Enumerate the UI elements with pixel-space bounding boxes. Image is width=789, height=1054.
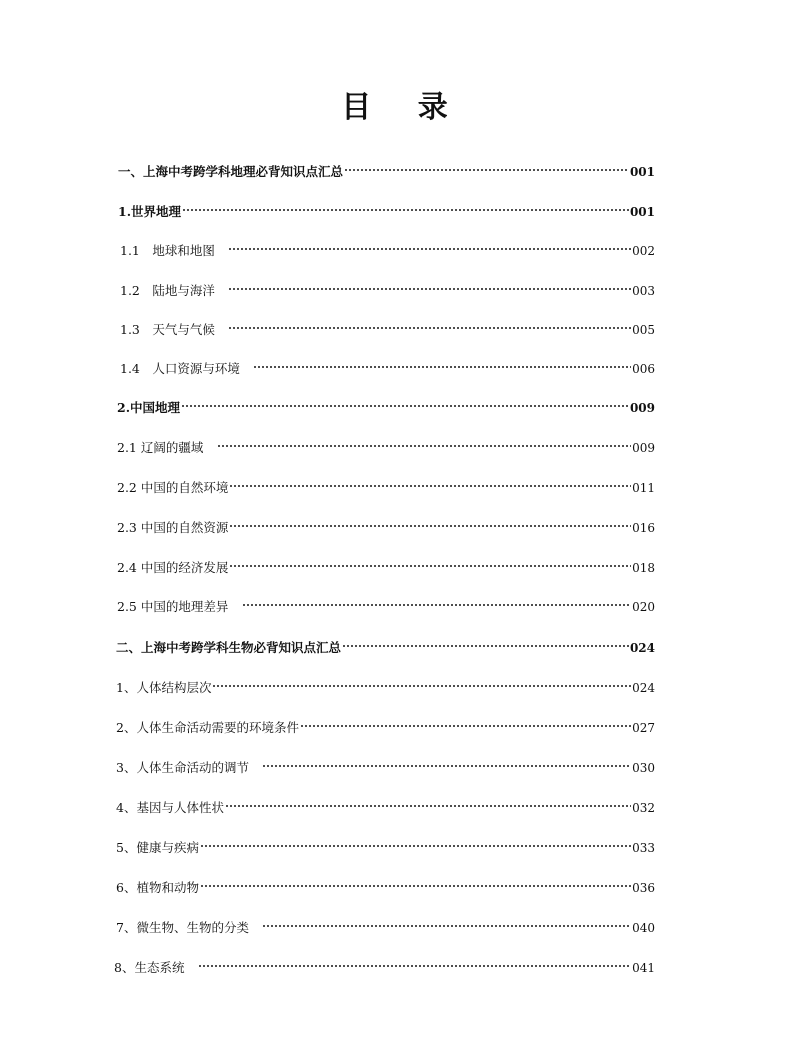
toc-entry-page: 024 <box>629 641 655 655</box>
toc-leader-dots <box>344 156 629 176</box>
toc-entry-label: 2.2 中国的自然环境 <box>117 480 229 495</box>
toc-leader-dots <box>228 314 631 334</box>
toc-entry-label: 3、人体生命活动的调节 <box>116 760 262 775</box>
toc-entry-label: 1.1 地球和地图 <box>120 243 228 258</box>
toc-leader-dots <box>212 672 631 692</box>
toc-entry-page: 006 <box>632 362 655 376</box>
toc-entry-page: 016 <box>632 521 655 535</box>
toc-leader-dots <box>342 632 629 652</box>
toc-entry-label: 5、健康与疾病 <box>116 840 199 855</box>
toc-entry[interactable] <box>116 672 655 695</box>
toc-entry[interactable] <box>117 512 655 535</box>
toc-entry-page: 020 <box>632 600 655 614</box>
toc-leader-dots <box>253 353 631 373</box>
toc-entry-label: 1.世界地理 <box>118 204 182 219</box>
toc-entry-label: 2.5 中国的地理差异 <box>117 599 241 614</box>
toc-entry[interactable] <box>116 832 655 855</box>
toc-entry-page: 041 <box>632 961 655 975</box>
toc-entry[interactable] <box>120 314 655 337</box>
toc-entry[interactable] <box>117 552 655 575</box>
toc-entry-page: 003 <box>632 284 655 298</box>
toc-leader-dots <box>225 792 631 812</box>
toc-entry-label: 一、上海中考跨学科地理必背知识点汇总 <box>118 164 344 179</box>
page-title: 目 录 <box>341 90 466 125</box>
toc-entry-page: 024 <box>632 681 655 695</box>
toc-leader-dots <box>200 832 631 852</box>
toc-entry-label: 1.4 人口资源与环境 <box>120 361 253 376</box>
toc-entry-label: 4、基因与人体性状 <box>116 800 224 815</box>
toc-entry-page: 032 <box>632 801 655 815</box>
toc-entry[interactable] <box>114 952 655 975</box>
toc-entry-label: 2.1 辽阔的疆域 <box>117 440 216 455</box>
toc-entry-label: 7、微生物、生物的分类 <box>116 920 262 935</box>
toc-entry-page: 030 <box>632 761 655 775</box>
toc-entry-page: 009 <box>629 401 655 415</box>
toc-entry[interactable] <box>118 156 655 179</box>
toc-entry[interactable] <box>116 632 655 655</box>
toc-leader-dots <box>229 472 631 492</box>
toc-entry[interactable] <box>117 472 655 495</box>
toc-leader-dots <box>200 872 631 892</box>
toc-entry-label: 8、生态系统 <box>114 960 197 975</box>
toc-entry-page: 027 <box>632 721 655 735</box>
toc-entry-label: 2.4 中国的经济发展 <box>117 560 229 575</box>
toc-leader-dots <box>198 952 631 972</box>
toc-entry-label: 2.3 中国的自然资源 <box>117 520 229 535</box>
toc-leader-dots <box>262 912 631 932</box>
toc-entry[interactable] <box>118 196 655 219</box>
toc-entry-label: 2.中国地理 <box>117 400 181 415</box>
toc-entry-label: 1、人体结构层次 <box>116 680 212 695</box>
toc-entry[interactable] <box>116 752 655 775</box>
toc-leader-dots <box>229 552 631 572</box>
toc-entry[interactable] <box>120 353 655 376</box>
toc-entry[interactable] <box>117 591 655 614</box>
toc-entry[interactable] <box>116 872 655 895</box>
toc-entry-page: 036 <box>632 881 655 895</box>
toc-entry[interactable] <box>116 712 655 735</box>
toc-entry-label: 1.3 天气与气候 <box>120 322 228 337</box>
toc-entry-page: 011 <box>632 481 655 495</box>
toc-entry-page: 001 <box>629 205 655 219</box>
toc-leader-dots <box>217 432 631 452</box>
toc-entry-label: 2、人体生命活动需要的环境条件 <box>116 720 299 735</box>
toc-leader-dots <box>181 392 629 412</box>
toc-leader-dots <box>182 196 629 216</box>
toc-entry-page: 001 <box>629 165 655 179</box>
toc-entry[interactable] <box>120 275 655 298</box>
toc-entry-page: 002 <box>632 244 655 258</box>
toc-entry-page: 033 <box>632 841 655 855</box>
toc-leader-dots <box>262 752 631 772</box>
toc-entry-page: 018 <box>632 561 655 575</box>
toc-entry[interactable] <box>117 392 655 415</box>
toc-entry[interactable] <box>116 912 655 935</box>
toc-entry[interactable] <box>120 235 655 258</box>
toc-entry-page: 009 <box>632 441 655 455</box>
toc-entry-page: 005 <box>632 323 655 337</box>
toc-leader-dots <box>229 512 631 532</box>
toc-leader-dots <box>242 591 631 611</box>
toc-leader-dots <box>228 235 631 255</box>
toc-leader-dots <box>300 712 631 732</box>
toc-entry[interactable] <box>117 432 655 455</box>
toc-entry-page: 040 <box>632 921 655 935</box>
toc-entry-label: 1.2 陆地与海洋 <box>120 283 228 298</box>
toc-entry[interactable] <box>116 792 655 815</box>
toc-entry-label: 6、植物和动物 <box>116 880 199 895</box>
toc-leader-dots <box>228 275 631 295</box>
toc-entry-label: 二、上海中考跨学科生物必背知识点汇总 <box>116 640 342 655</box>
